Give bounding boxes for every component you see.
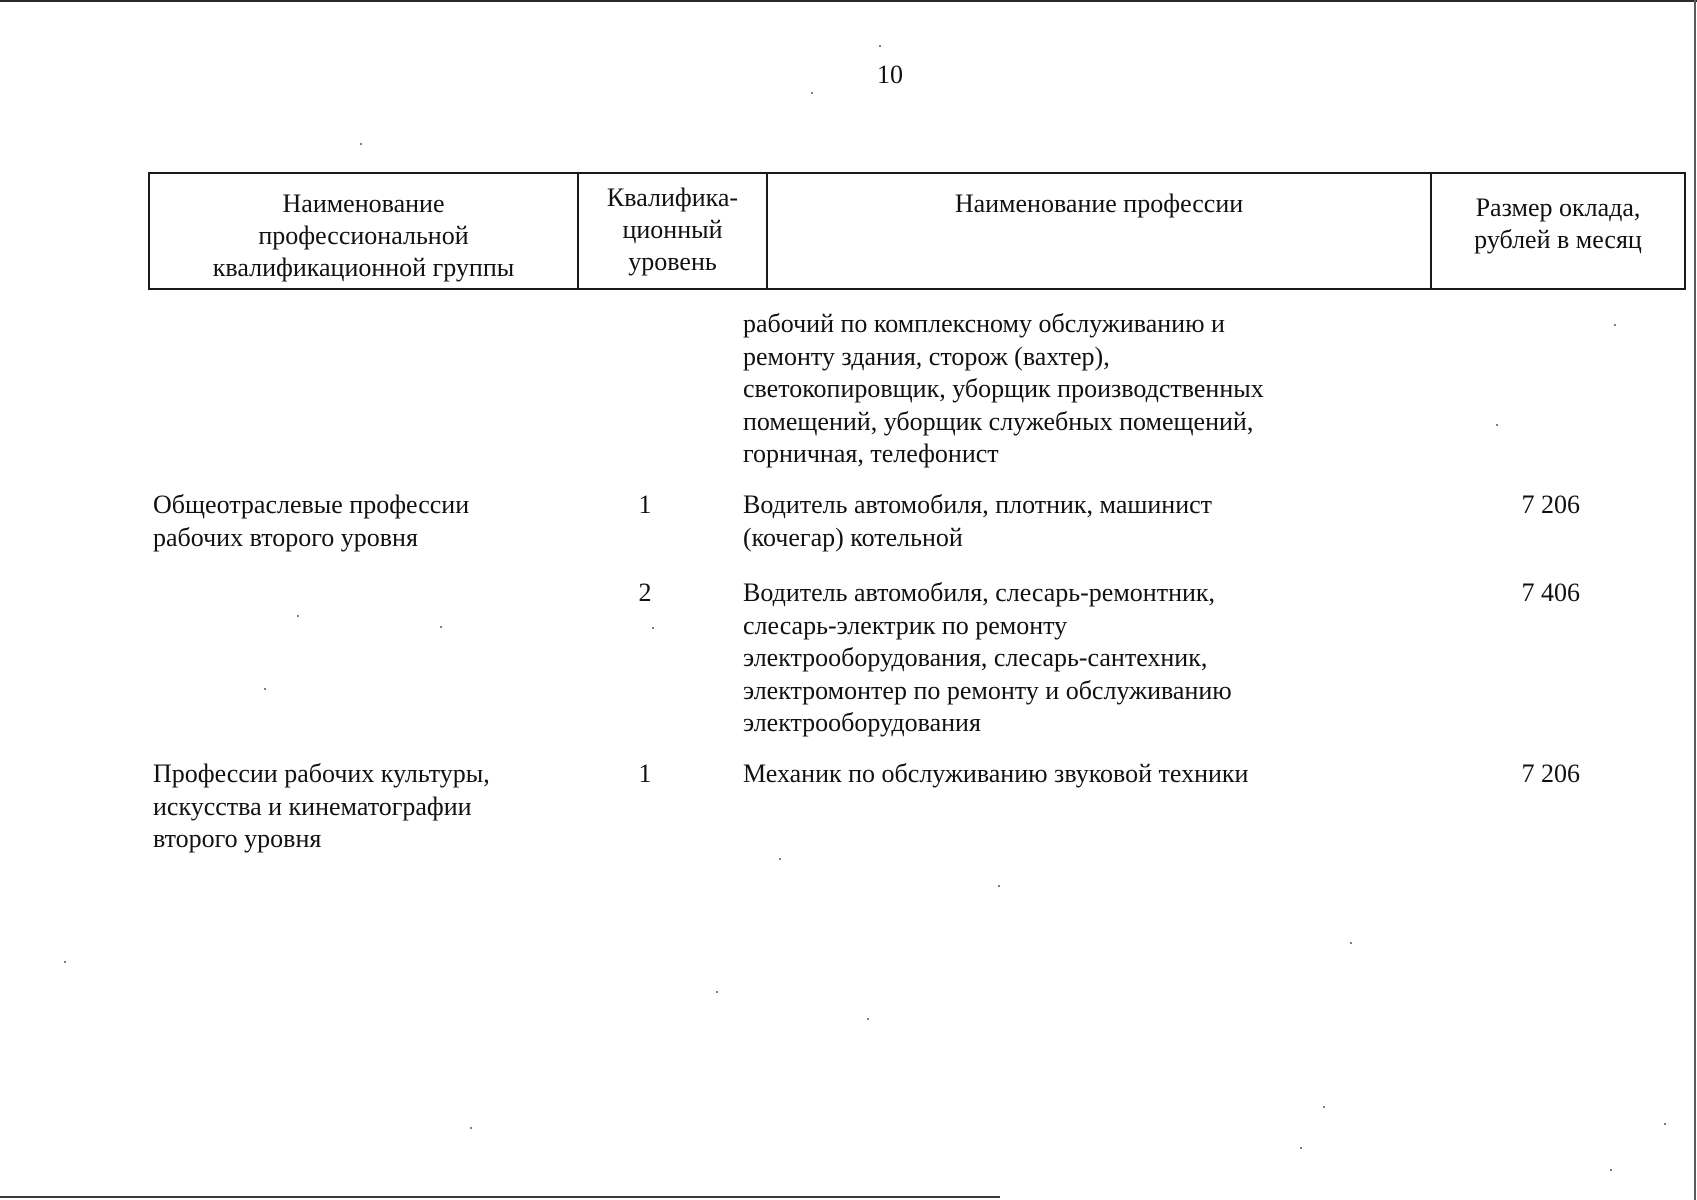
profession-line: Механик по обслуживанию звуковой техники: [743, 759, 1249, 788]
header-line: Наименование: [282, 189, 445, 218]
scan-speck: [867, 1018, 869, 1020]
profession-line: ремонту здания, сторож (вахтер),: [743, 341, 1110, 371]
header-line: квалификационной группы: [212, 253, 515, 282]
scan-speck: [1350, 942, 1352, 944]
table-header: [148, 172, 1686, 290]
header-line: профессиональной: [258, 221, 469, 250]
scan-speck: [811, 92, 813, 94]
profession-line: электрооборудования, слесарь-сантехник,: [743, 643, 1208, 672]
scan-speck: [779, 858, 781, 860]
header-level: [578, 173, 767, 289]
scan-speck: [1300, 1147, 1302, 1149]
group-line: Общеотраслевые профессии: [153, 490, 470, 519]
row-1-group: [153, 489, 553, 554]
scan-speck: [652, 627, 654, 629]
row-0-profession: [743, 308, 1363, 471]
scan-speck: [297, 615, 299, 617]
scan-speck: [998, 885, 1000, 887]
row-2-level: 2: [638, 578, 652, 607]
profession-line: помещений, уборщик служебных помещений,: [743, 406, 1254, 436]
header-line: Наименование профессии: [954, 189, 1244, 218]
scan-speck: [1610, 1169, 1612, 1171]
scan-speck: [360, 143, 362, 145]
profession-line: рабочий по комплексному обслуживанию и: [743, 309, 1225, 338]
group-line: Профессии рабочих культуры,: [153, 759, 490, 788]
row-3-salary: 7 206: [1521, 759, 1580, 788]
group-line: рабочих второго уровня: [153, 522, 418, 552]
profession-line: Водитель автомобиля, плотник, машинист: [743, 490, 1213, 519]
profession-line: электрооборудования: [743, 708, 981, 737]
profession-line: слесарь-электрик по ремонту: [743, 610, 1068, 640]
header-salary: [1431, 173, 1685, 289]
header-group-name: [149, 173, 578, 289]
scan-speck: [716, 991, 718, 993]
row-2-profession: [743, 577, 1363, 740]
row-3-group: [153, 758, 553, 856]
profession-line: электромонтер по ремонту и обслуживанию: [743, 675, 1232, 705]
scan-speck: [440, 626, 442, 628]
scan-speck: [470, 1127, 472, 1129]
scan-speck: [1614, 324, 1616, 326]
row-3-level: 1: [638, 759, 652, 788]
row-1-profession: [743, 489, 1363, 554]
header-profession: [767, 173, 1431, 289]
scan-speck: [264, 688, 266, 690]
group-line: второго уровня: [153, 824, 322, 853]
scan-border-top: [0, 0, 1697, 2]
scan-speck: [1664, 1123, 1666, 1125]
row-3-profession: [743, 758, 1363, 791]
scan-speck: [879, 45, 881, 47]
scan-border-bottom: [0, 1196, 1000, 1198]
group-line: искусства и кинематографии: [153, 791, 472, 821]
header-line: Размер оклада,: [1475, 193, 1641, 222]
header-line: рублей в месяц: [1474, 225, 1642, 254]
scan-speck: [1323, 1106, 1325, 1108]
header-line: Квалифика-: [606, 183, 739, 212]
scan-border-right: [1694, 0, 1696, 1200]
header-line: ционный: [622, 215, 723, 244]
page-number: 10: [877, 60, 903, 89]
row-1-salary: 7 206: [1521, 490, 1580, 519]
scan-speck: [64, 961, 66, 963]
profession-line: горничная, телефонист: [743, 439, 999, 468]
profession-line: (кочегар) котельной: [743, 522, 963, 552]
profession-line: светокопировщик, уборщик производственных: [743, 374, 1264, 403]
profession-line: Водитель автомобиля, слесарь-ремонтник,: [743, 578, 1216, 607]
row-1-level: 1: [638, 490, 652, 519]
scan-speck: [1496, 424, 1498, 426]
row-2-salary: 7 406: [1521, 578, 1580, 607]
table-header-row: [149, 173, 1685, 289]
header-line: уровень: [628, 247, 717, 276]
